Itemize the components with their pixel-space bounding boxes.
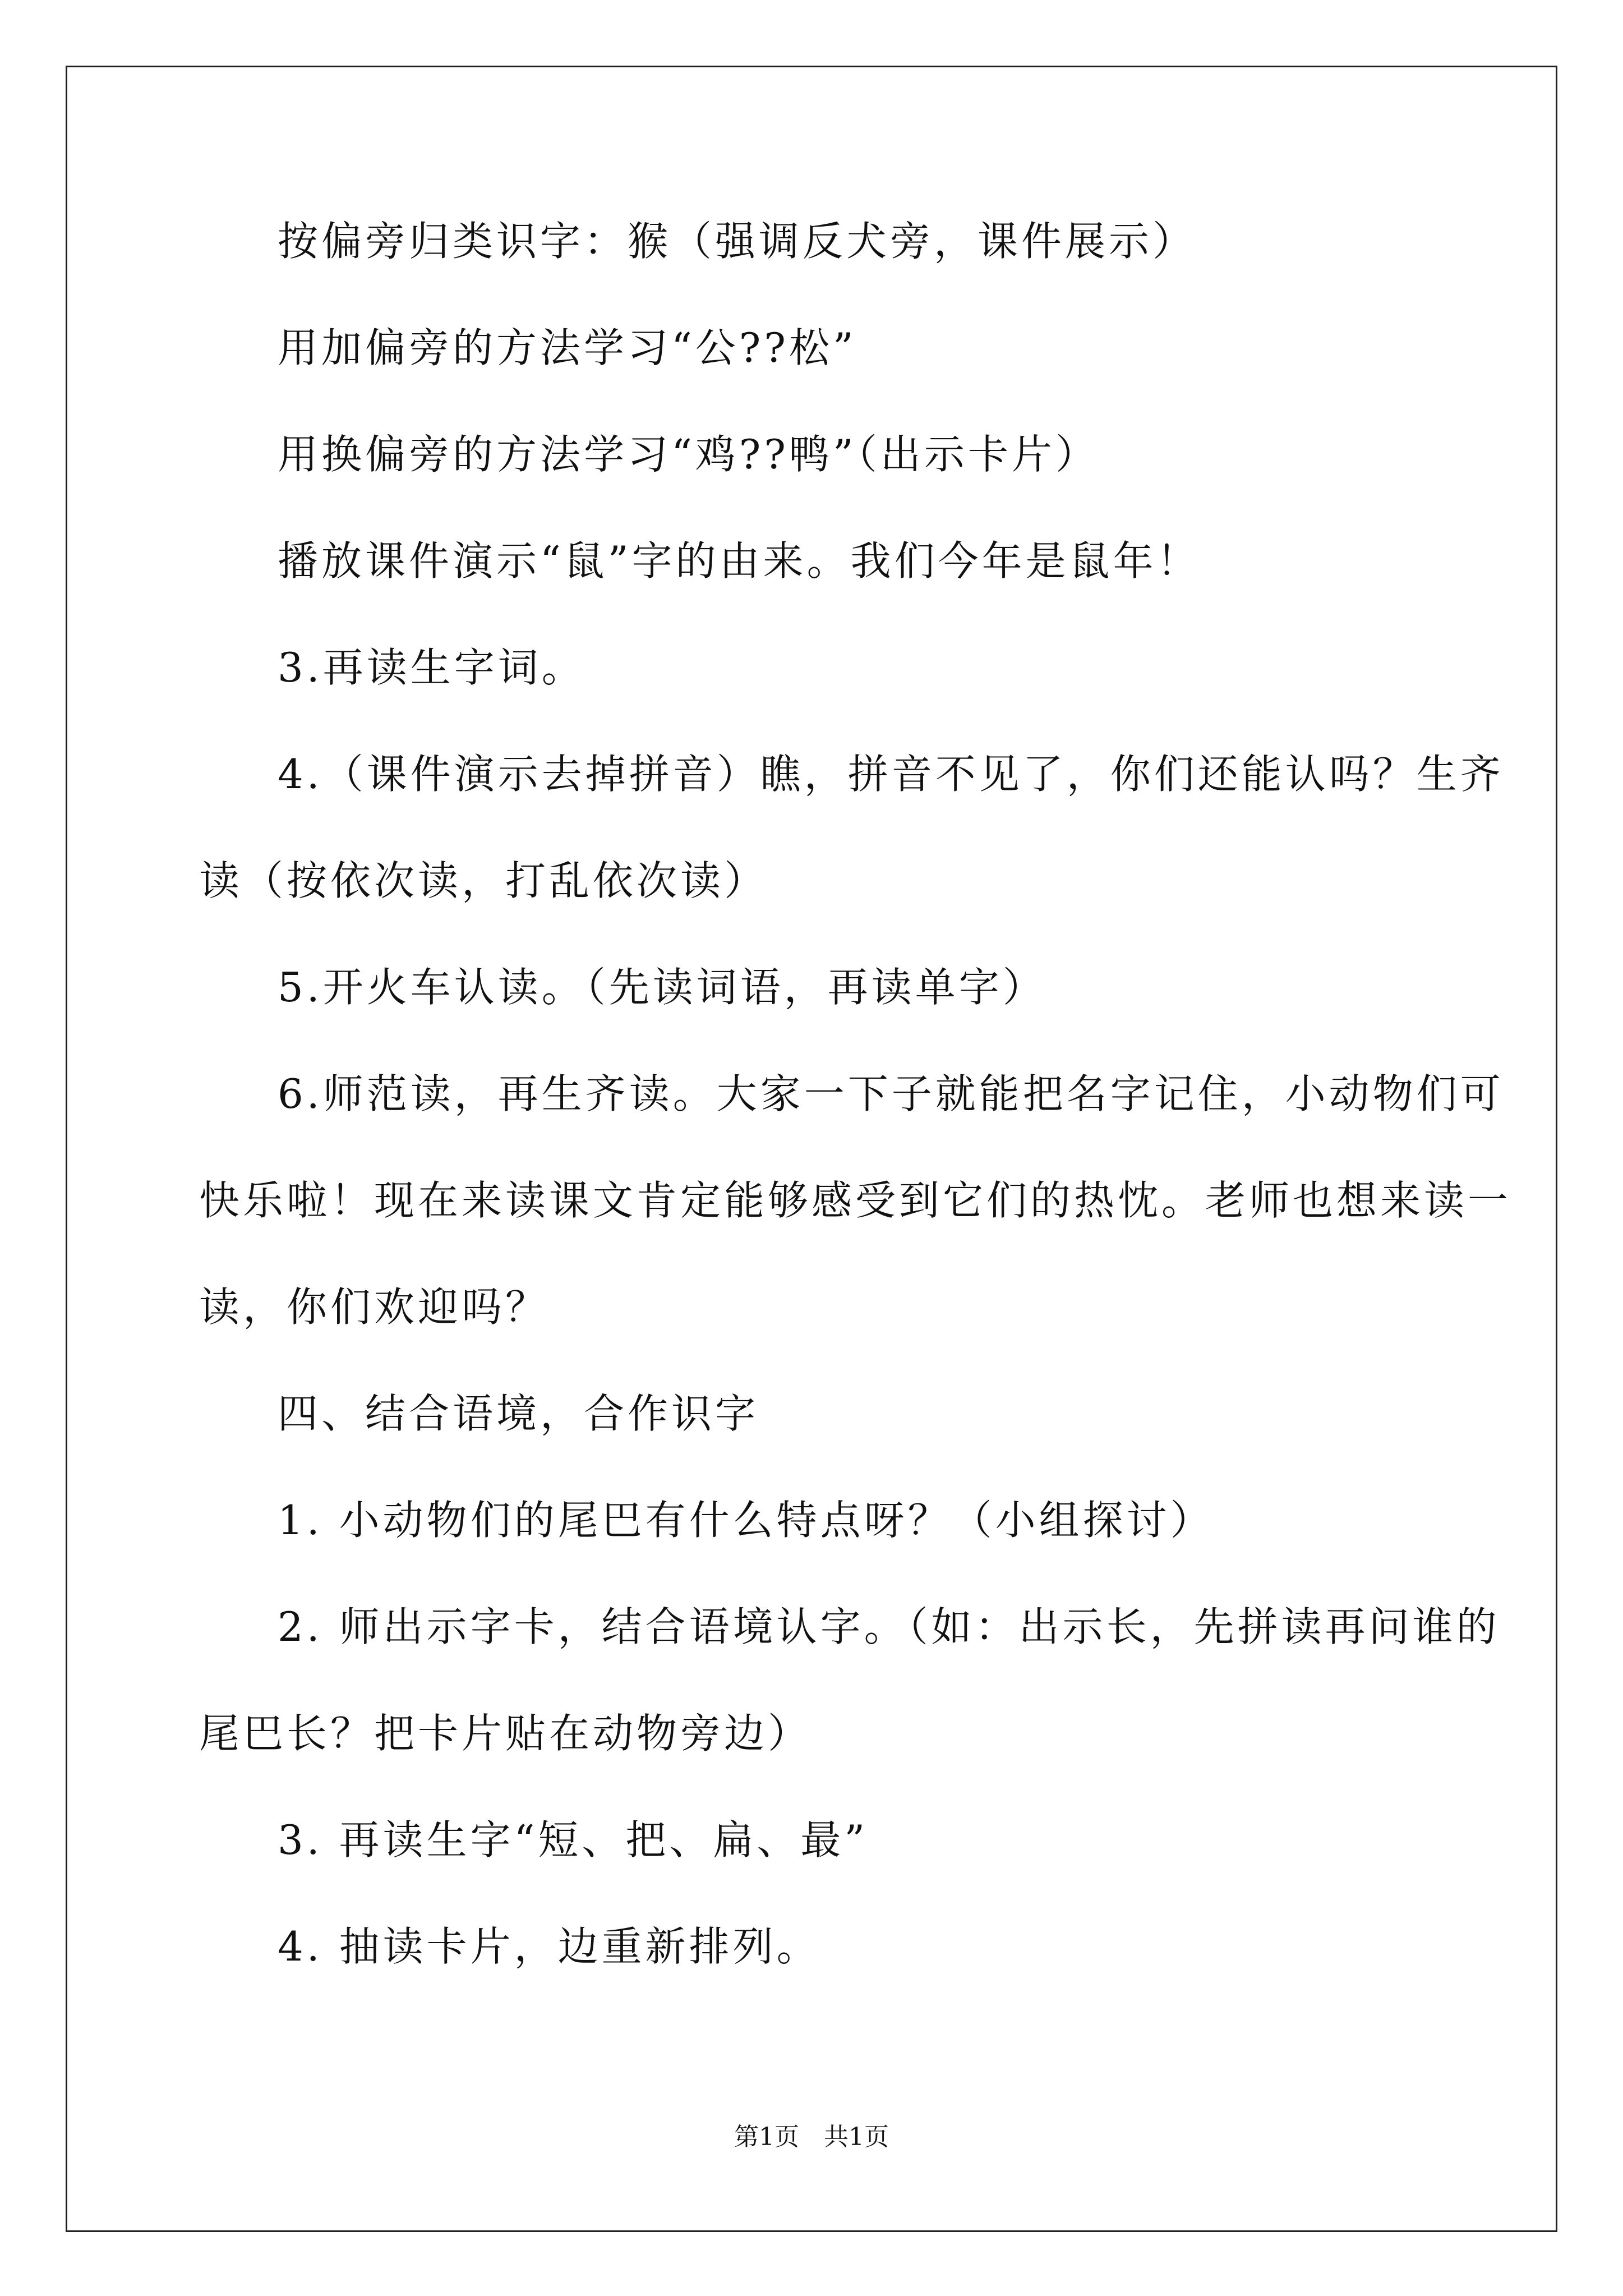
paragraph-line: 1. 小动物们的尾巴有什么特点呀？（小组探讨） <box>278 1497 1214 1544</box>
paragraph-line: 播放课件演示“鼠”字的由来。我们今年是鼠年！ <box>278 537 1201 585</box>
paragraph-line: 6.师范读，再生齐读。大家一下子就能把名字记住，小动物们可 <box>278 1070 1504 1117</box>
paragraph-line: 3. 再读生字“短、把、扁、最” <box>278 1816 869 1864</box>
paragraph-line: 3.再读生字词。 <box>278 644 585 691</box>
paragraph-line: 4. 抽读卡片，边重新排列。 <box>278 1923 820 1970</box>
paragraph-line: 快乐啦！现在来读课文肯定能够感受到它们的热忱。老师也想来读一 <box>199 1177 1512 1224</box>
section-heading: 四、结合语境，合作识字 <box>278 1390 759 1437</box>
paragraph-line: 用加偏旁的方法学习“公??松” <box>278 324 857 371</box>
paragraph-line: 用换偏旁的方法学习“鸡??鸭”（出示卡片） <box>278 431 1099 478</box>
page-footer: 第1页 共1页 <box>734 2123 889 2151</box>
page-border <box>66 66 1557 2232</box>
paragraph-line: 读（按依次读，打乱依次读） <box>199 857 768 904</box>
paragraph-line: 4.（课件演示去掉拼音）瞧，拼音不见了，你们还能认吗？生齐 <box>278 751 1504 798</box>
paragraph-line: 尾巴长？把卡片贴在动物旁边） <box>199 1710 812 1757</box>
paragraph-line: 2. 师出示字卡，结合语境认字。（如：出示长，先拼读再问谁的 <box>278 1603 1500 1650</box>
paragraph-line: 5.开火车认读。（先读词语，再读单字） <box>278 964 1046 1011</box>
paragraph-line: 按偏旁归类识字：猴（强调反犬旁，课件展示） <box>278 218 1197 265</box>
paragraph-line: 读，你们欢迎吗？ <box>199 1283 550 1331</box>
